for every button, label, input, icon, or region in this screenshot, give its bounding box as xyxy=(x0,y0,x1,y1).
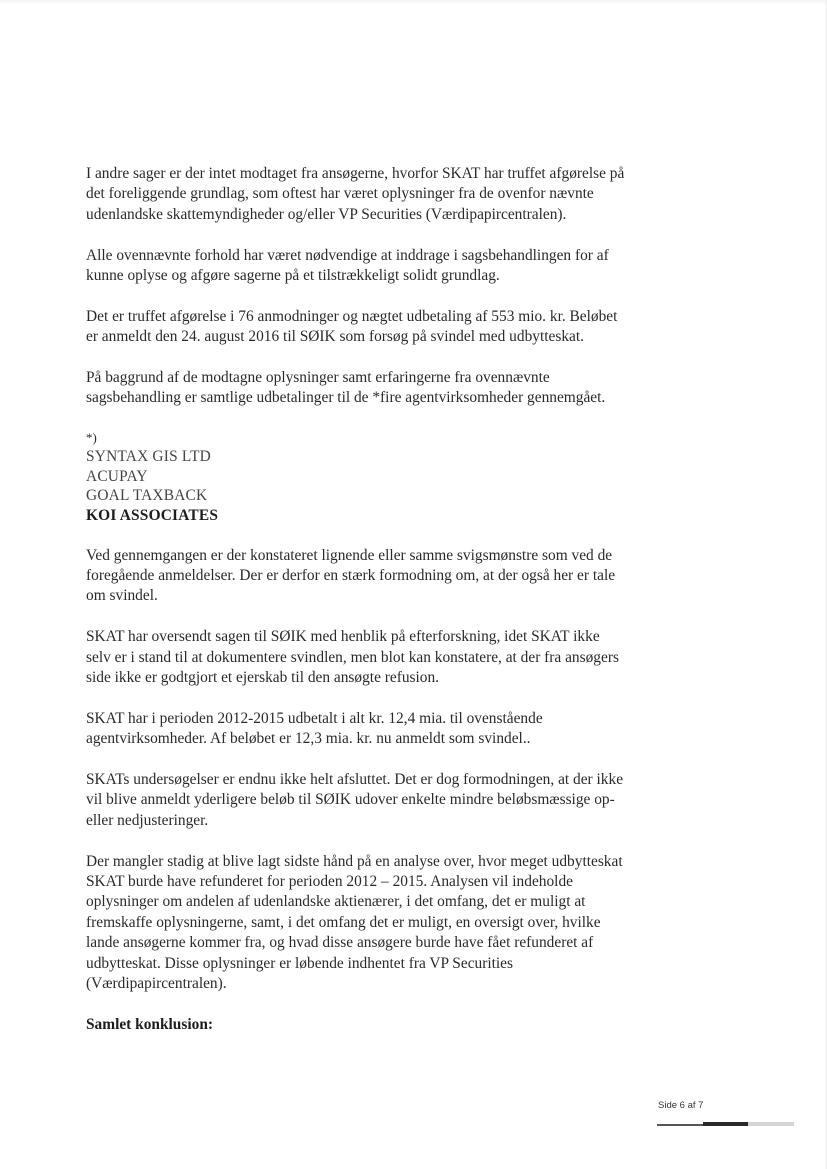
page-number: Side 6 af 7 xyxy=(658,1100,704,1111)
document-body xyxy=(86,164,626,1035)
paragraph-amounts: SKAT har i perioden 2012-2015 udbetalt i alt kr. 12,4 mia. til ovenstående agentvirksomheder. Af beløbet er 12,3 mia. kr. nu anmeldt som svindel.. xyxy=(86,709,543,748)
paragraph-referral: SKAT har oversendt sagen til SØIK med henblik på efterforskning, idet SKAT ikke selv er i stand til at dokumentere svindlen, men blot kan konstatere, at der fra ansøgers side ikke er godtgjort et ejerskab til den ansøgte refusion. xyxy=(86,628,619,687)
paragraph-analysis: Der mangler stadig at blive lagt sidste hånd på en analyse over, hvor meget udbytteskat SKAT burde have refunderet for perioden 2012 – 2015. Analysen vil indeholde oplysninger om andelen af udenlandske aktienærer, i det omfang, det er muligt at fremskaffe oplysningerne, samt, i det omfang det er muligt, en oversigt over, hvilke lande ansøgerne kommer fra, og hvad disse ansøgere burde have fået refunderet af udbytteskat. Disse oplysninger er løbende indhentet fra VP Securities (Værdipapircentralen). xyxy=(86,852,623,993)
paragraph-fraud-pattern: Ved gennemgangen er der konstateret lignende eller samme svigsmønstre som ved de foregående anmeldelser. Der er derfor en stærk formodning om, at der også her er tale om svindel. xyxy=(86,546,616,605)
agent-item: GOAL TAXBACK xyxy=(86,487,208,505)
agent-item: KOI ASSOCIATES xyxy=(86,507,219,524)
footer-rule xyxy=(703,1122,748,1126)
agent-list xyxy=(86,447,626,525)
scan-edge-top xyxy=(0,0,827,4)
paragraph-no-response: I andre sager er der intet modtaget fra ansøgerne, hvorfor SKAT har truffet afgørelse på det foreliggende grundlag, som oftest har været oplysninger fra de ovenfor nævnte udenlandske skattemyndigheder og/eller VP Securities (Værdipapircentralen). xyxy=(86,165,625,223)
paragraph-investigation-status: SKATs undersøgelser er endnu ikke helt afsluttet. Det er dog formodningen, at der ikke vil blive anmeldt yderligere beløb til SØIK udover enkelte mindre beløbsmæssige op- eller nedjusteringer. xyxy=(86,771,624,829)
footer-rule xyxy=(748,1122,794,1126)
footer-rule xyxy=(657,1124,705,1126)
paragraph-review: På baggrund af de modtagne oplysninger samt erfaringerne fra ovennævnte sagsbehandling er samtlige udbetalinger til de *fire agentvirksomheder gennemgået. xyxy=(86,369,606,407)
agent-item: SYNTAX GIS LTD xyxy=(86,448,211,466)
footnote-mark: *) xyxy=(86,430,97,446)
agent-item: ACUPAY xyxy=(86,467,148,485)
section-heading: Samlet konklusion: xyxy=(86,1015,214,1033)
paragraph-considerations: Alle ovennævnte forhold har været nødvendige at inddrage i sagsbehandlingen for af kunne oplyse og afgøre sagerne på et tilstrækkeligt solidt grundlag. xyxy=(86,246,609,285)
paragraph-decisions: Det er truffet afgørelse i 76 anmodninger og nægtet udbetaling af 553 mio. kr. Beløbet er anmeldt den 24. august 2016 til SØIK som forsøg på svindel med udbytteskat. xyxy=(86,307,618,346)
